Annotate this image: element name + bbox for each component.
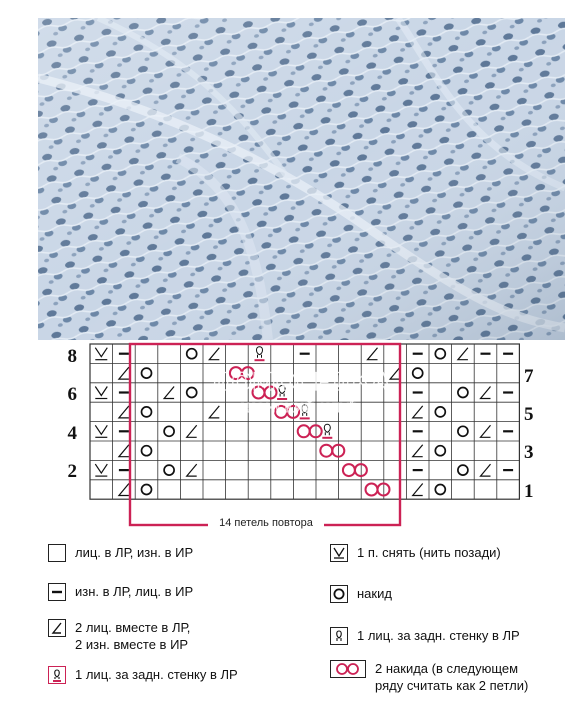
watermark-title: ДОМОСЕДКА — [210, 368, 390, 396]
legend-yo-text: накид — [357, 586, 392, 601]
legend-purl-text: изн. в ЛР, лиц. в ИР — [75, 584, 194, 599]
double-yarn-over-icon — [330, 660, 366, 678]
knit-icon — [48, 544, 66, 562]
twisted-knit-red-icon — [48, 666, 66, 684]
row-label-2: 2 — [67, 461, 77, 482]
legend-ktbl-rs — [48, 666, 238, 684]
watermark-subtitle: женский клуб — [240, 397, 360, 416]
row-label-3: 3 — [524, 442, 534, 463]
legend-purl — [48, 583, 193, 601]
row-label-5: 5 — [524, 404, 534, 425]
row-label-4: 4 — [67, 423, 77, 444]
purl-icon — [48, 583, 66, 601]
legend-knit — [48, 544, 193, 562]
row-label-8: 8 — [67, 346, 77, 367]
legend — [0, 530, 567, 720]
legend-k2tog — [48, 619, 190, 653]
row-label-6: 6 — [67, 384, 77, 405]
legend-yo — [330, 585, 392, 603]
legend-double-yo — [330, 660, 528, 694]
lace-photo — [38, 18, 565, 340]
knitting-chart — [0, 340, 567, 532]
legend-slip-text: 1 п. снять (нить позади) — [357, 545, 501, 560]
legend-ktbl-text: 1 лиц. за задн. стенку в ЛР — [357, 628, 520, 643]
legend-double-yo-text: 2 накида (в следующем ряду считать как 2 петли) — [375, 661, 529, 693]
repeat-label: 14 петель повтора — [219, 517, 313, 529]
twisted-knit-icon — [330, 627, 348, 645]
legend-knit-text: лиц. в ЛР, изн. в ИР — [75, 545, 194, 560]
yarn-over-icon — [330, 585, 348, 603]
row-label-1: 1 — [524, 481, 534, 502]
row-label-7: 7 — [524, 366, 534, 387]
k2tog-icon — [48, 619, 66, 637]
legend-ktbl-rs-text: 1 лиц. за задн. стенку в ЛР — [75, 667, 238, 682]
legend-slip — [330, 544, 501, 562]
slip-stitch-icon — [330, 544, 348, 562]
legend-k2tog-text: 2 лиц. вместе в ЛР, 2 изн. вместе в ИР — [75, 620, 191, 652]
legend-ktbl — [330, 627, 520, 645]
